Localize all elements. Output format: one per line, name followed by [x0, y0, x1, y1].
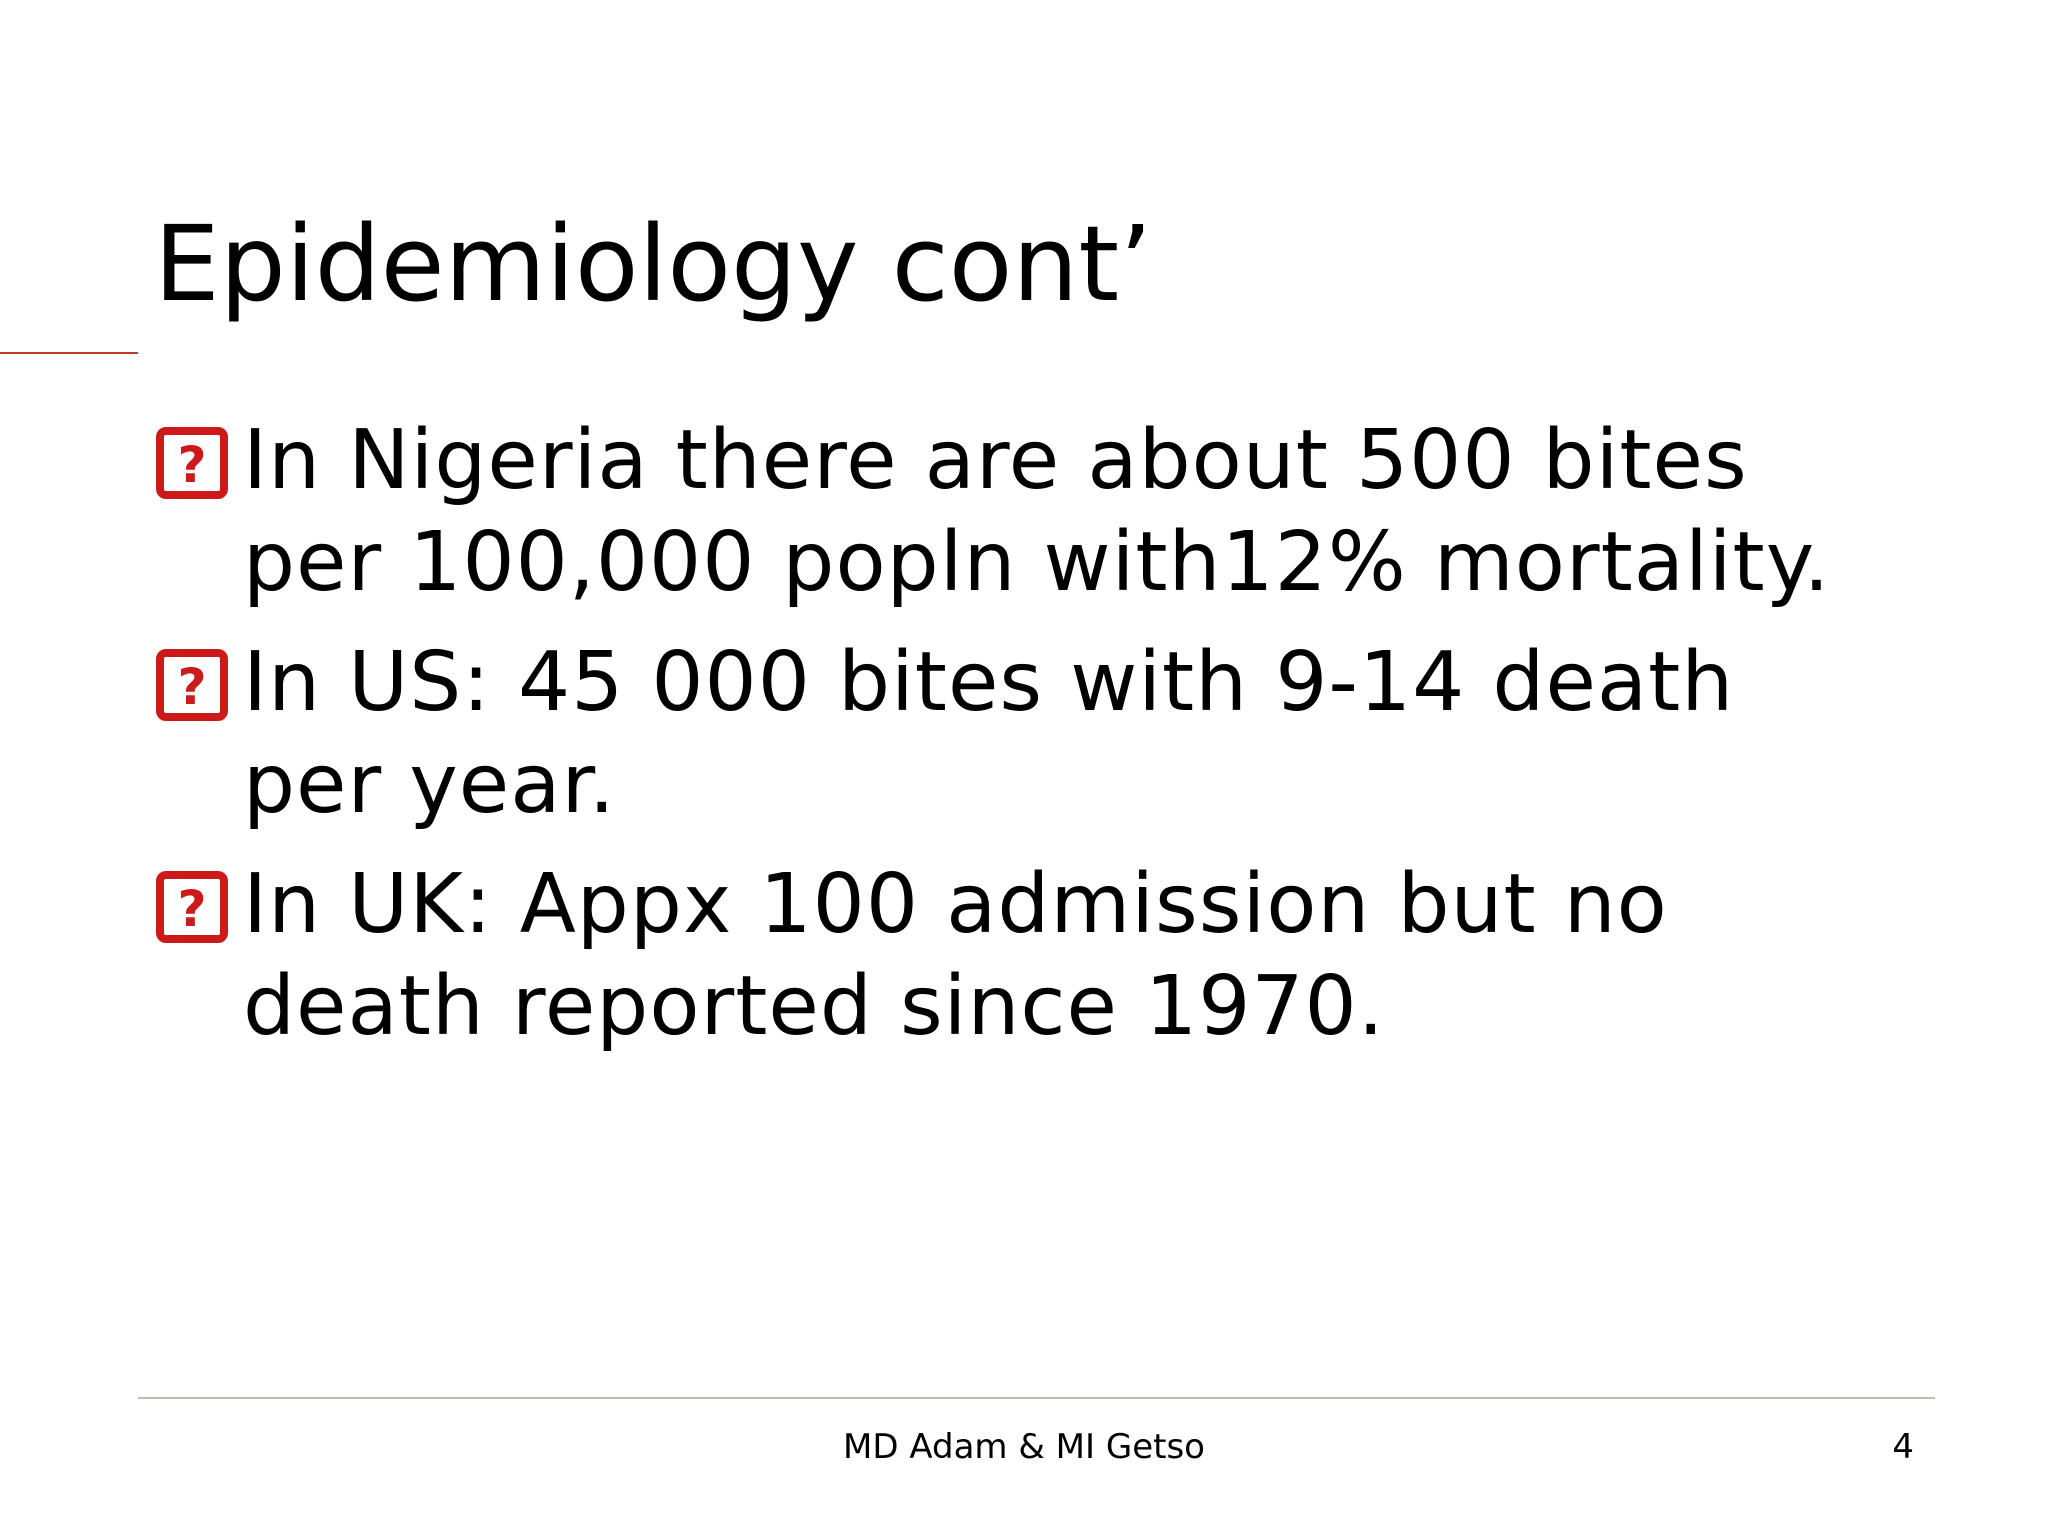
bullet-text: In UK: Appx 100 admission but no death reported since 1970. [243, 857, 1668, 1054]
page-number: 4 [1892, 1427, 1914, 1467]
bullet-item [155, 410, 1875, 614]
missing-glyph-bullet-icon [155, 870, 229, 944]
bullet-list [155, 410, 1875, 1076]
svg-text:?: ? [177, 658, 207, 716]
bullet-text: In US: 45 000 bites with 9-14 death per year. [243, 635, 1735, 832]
title-accent-rule [0, 352, 138, 354]
svg-text:?: ? [177, 880, 207, 938]
footer-divider [138, 1397, 1935, 1399]
bullet-item [155, 854, 1875, 1058]
svg-text:?: ? [177, 436, 207, 494]
slide-title: Epidemiology cont’ [154, 203, 1153, 325]
missing-glyph-bullet-icon [155, 648, 229, 722]
missing-glyph-bullet-icon [155, 426, 229, 500]
footer-authors: MD Adam & MI Getso [843, 1427, 1205, 1467]
bullet-text: In Nigeria there are about 500 bites per 100,000 popln with12% mortality. [243, 413, 1831, 610]
bullet-item [155, 632, 1875, 836]
